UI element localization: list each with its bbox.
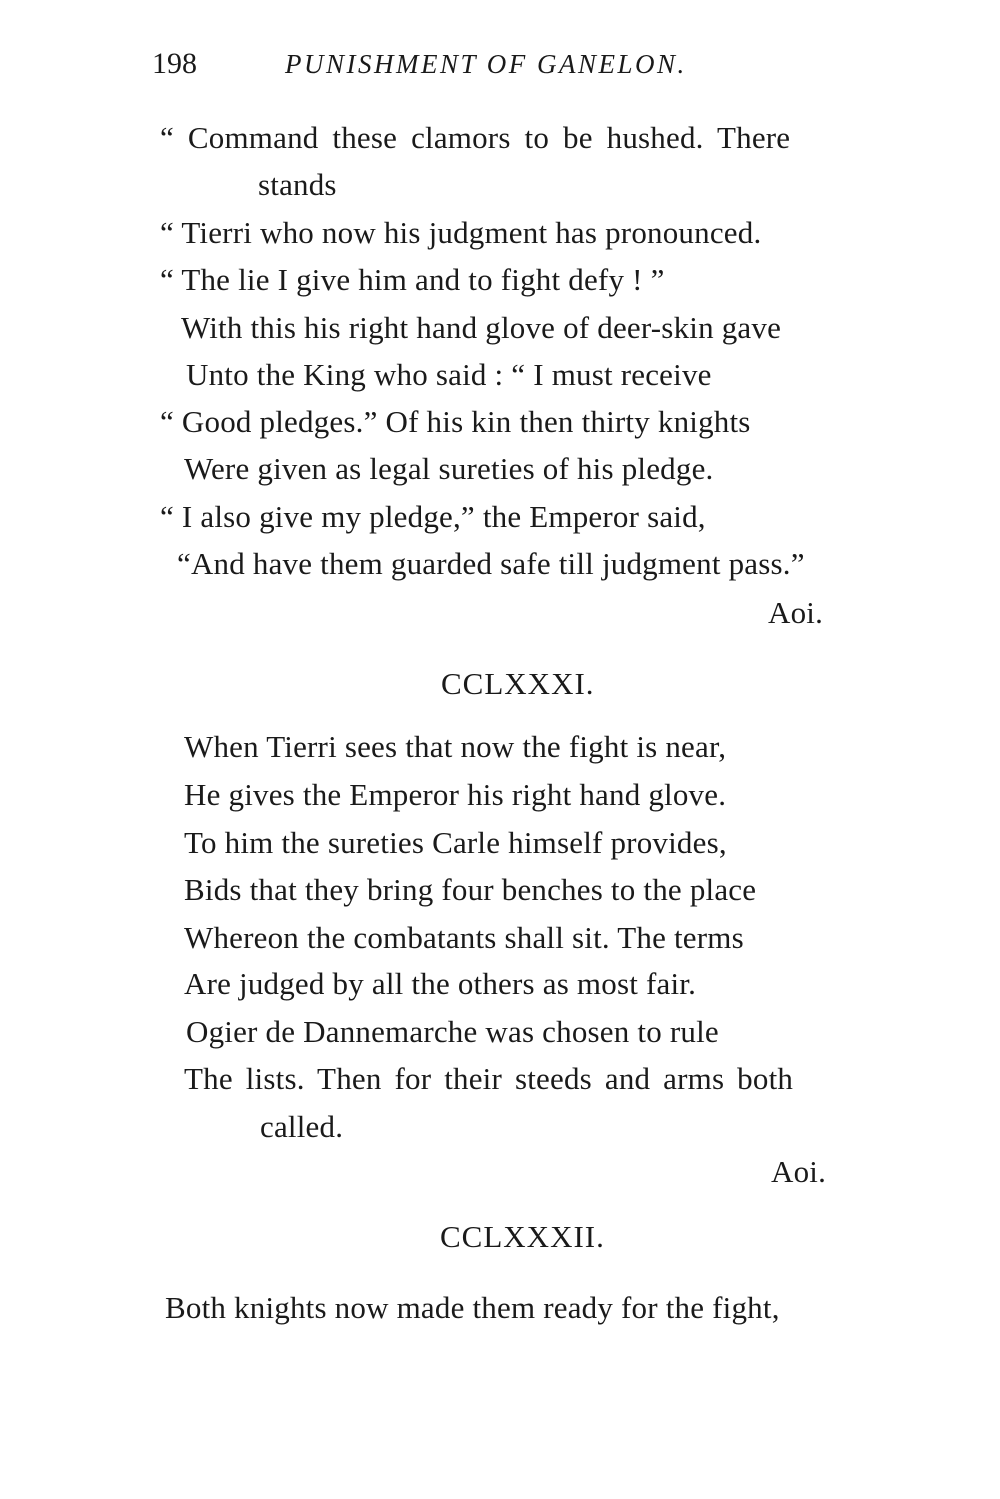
- verse-line: Whereon the combatants shall sit. The terms: [184, 920, 744, 955]
- verse-line: “And have them guarded safe till judgment pass.”: [177, 546, 805, 581]
- refrain: Aoi.: [771, 1154, 827, 1189]
- page-number: 198: [152, 47, 197, 80]
- verse-line: Ogier de Dannemarche was chosen to rule: [186, 1014, 719, 1049]
- verse-line: “ Command these clamors to be hushed. There: [160, 120, 791, 155]
- verse-line: stands: [258, 167, 337, 202]
- running-title: PUNISHMENT OF GANELON.: [285, 49, 687, 79]
- verse-line: Both knights now made them ready for the fight,: [165, 1290, 780, 1325]
- verse-line: To him the sureties Carle himself provides,: [184, 825, 727, 860]
- verse-line: “ Tierri who now his judgment has pronounced.: [160, 215, 762, 250]
- verse-line: The lists. Then for their steeds and arms both: [184, 1061, 794, 1096]
- verse-line: Were given as legal sureties of his pledge.: [184, 451, 714, 486]
- verse-line: “ Good pledges.” Of his kin then thirty knights: [160, 404, 751, 439]
- verse-line: Are judged by all the others as most fair.: [184, 966, 697, 1001]
- refrain: Aoi.: [768, 595, 824, 630]
- verse-line: When Tierri sees that now the fight is near,: [184, 729, 727, 764]
- stanza-heading: CCLXXXII.: [440, 1219, 605, 1254]
- verse-line: Bids that they bring four benches to the place: [184, 872, 757, 907]
- verse-line: “ The lie I give him and to fight defy ! ”: [160, 262, 665, 297]
- stanza-heading: CCLXXXI.: [441, 666, 595, 701]
- verse-line: “ I also give my pledge,” the Emperor said,: [160, 499, 706, 534]
- verse-line: called.: [260, 1109, 344, 1144]
- verse-line: He gives the Emperor his right hand glove.: [184, 777, 727, 812]
- verse-line: With this his right hand glove of deer-skin gave: [181, 310, 782, 345]
- verse-line: Unto the King who said : “ I must receive: [186, 357, 712, 392]
